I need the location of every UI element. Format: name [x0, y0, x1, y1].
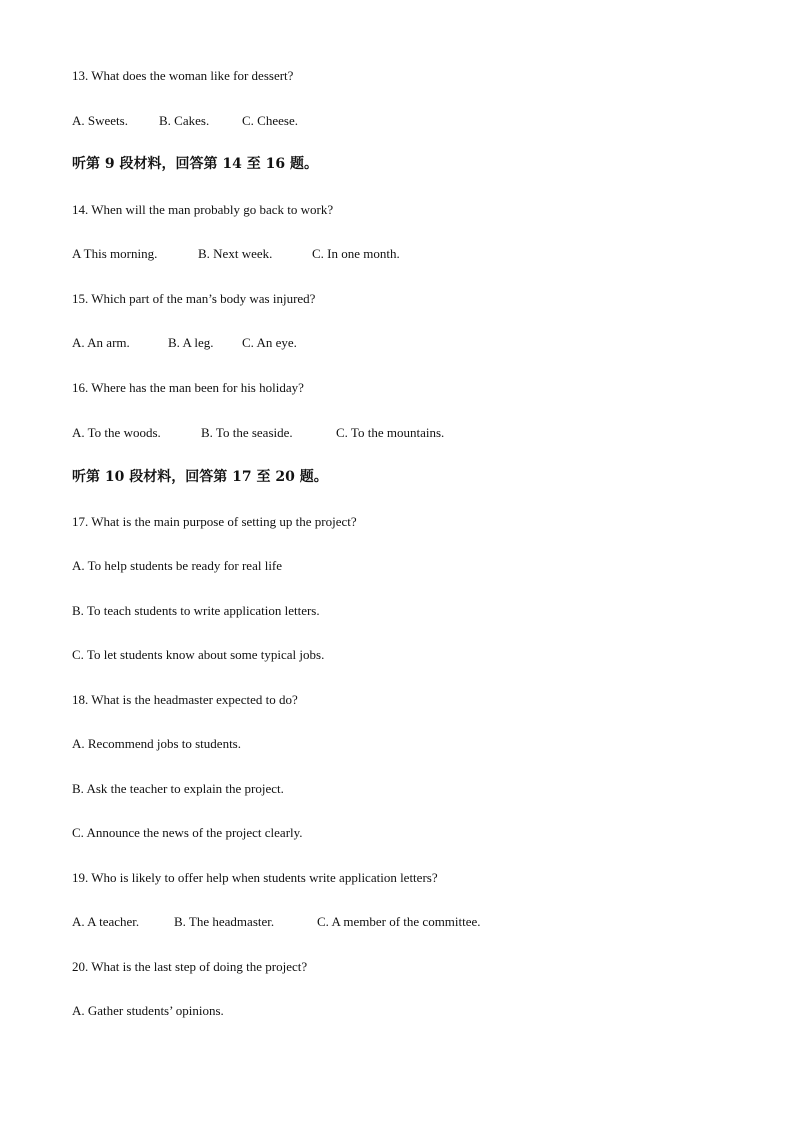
- question-15: 15. Which part of the man’s body was injured?: [72, 291, 316, 306]
- option-c: C. An eye.: [242, 335, 297, 350]
- option-b: B. A leg.: [168, 335, 214, 350]
- question-14-options: [0, 246, 794, 262]
- option-a: A. A teacher.: [72, 914, 140, 929]
- option-b: B. To teach students to write application letters.: [72, 603, 320, 618]
- question-19-options: [0, 914, 794, 930]
- section-heading-9: 听第 9 段材料，回答第 14 至 16 题。: [72, 156, 318, 172]
- option-b: B. To the seaside.: [201, 425, 293, 440]
- option-c: C. A member of the committee.: [317, 914, 481, 929]
- option-c: C. In one month.: [312, 246, 400, 261]
- question-14: 14. When will the man probably go back to work?: [72, 202, 334, 217]
- option-a: A. Gather students’ opinions.: [72, 1003, 224, 1018]
- option-b: B. The headmaster.: [174, 914, 275, 929]
- question-16: 16. Where has the man been for his holiday?: [72, 380, 304, 395]
- question-13: 13. What does the woman like for dessert?: [72, 68, 294, 83]
- question-15-options: [0, 335, 794, 351]
- option-a: A. Recommend jobs to students.: [72, 736, 241, 751]
- question-17: 17. What is the main purpose of setting up the project?: [72, 514, 357, 529]
- question-16-options: [0, 425, 794, 441]
- option-c: C. Cheese.: [242, 113, 298, 128]
- option-c: C. To the mountains.: [336, 425, 445, 440]
- option-c: C. To let students know about some typical jobs.: [72, 647, 325, 662]
- option-a: A This morning.: [72, 246, 158, 261]
- option-a: A. To the woods.: [72, 425, 161, 440]
- option-a: A. An arm.: [72, 335, 130, 350]
- option-a: A. To help students be ready for real life: [72, 558, 283, 573]
- option-b: B. Cakes.: [159, 113, 210, 128]
- option-b: B. Ask the teacher to explain the project.: [72, 781, 284, 796]
- question-19: 19. Who is likely to offer help when students write application letters?: [72, 870, 438, 885]
- question-13-options: [0, 113, 794, 129]
- question-20: 20. What is the last step of doing the project?: [72, 959, 308, 974]
- option-c: C. Announce the news of the project clearly.: [72, 825, 303, 840]
- option-b: B. Next week.: [198, 246, 273, 261]
- section-heading-10: 听第 10 段材料，回答第 17 至 20 题。: [72, 469, 328, 485]
- question-18: 18. What is the headmaster expected to do?: [72, 692, 298, 707]
- option-a: A. Sweets.: [72, 113, 128, 128]
